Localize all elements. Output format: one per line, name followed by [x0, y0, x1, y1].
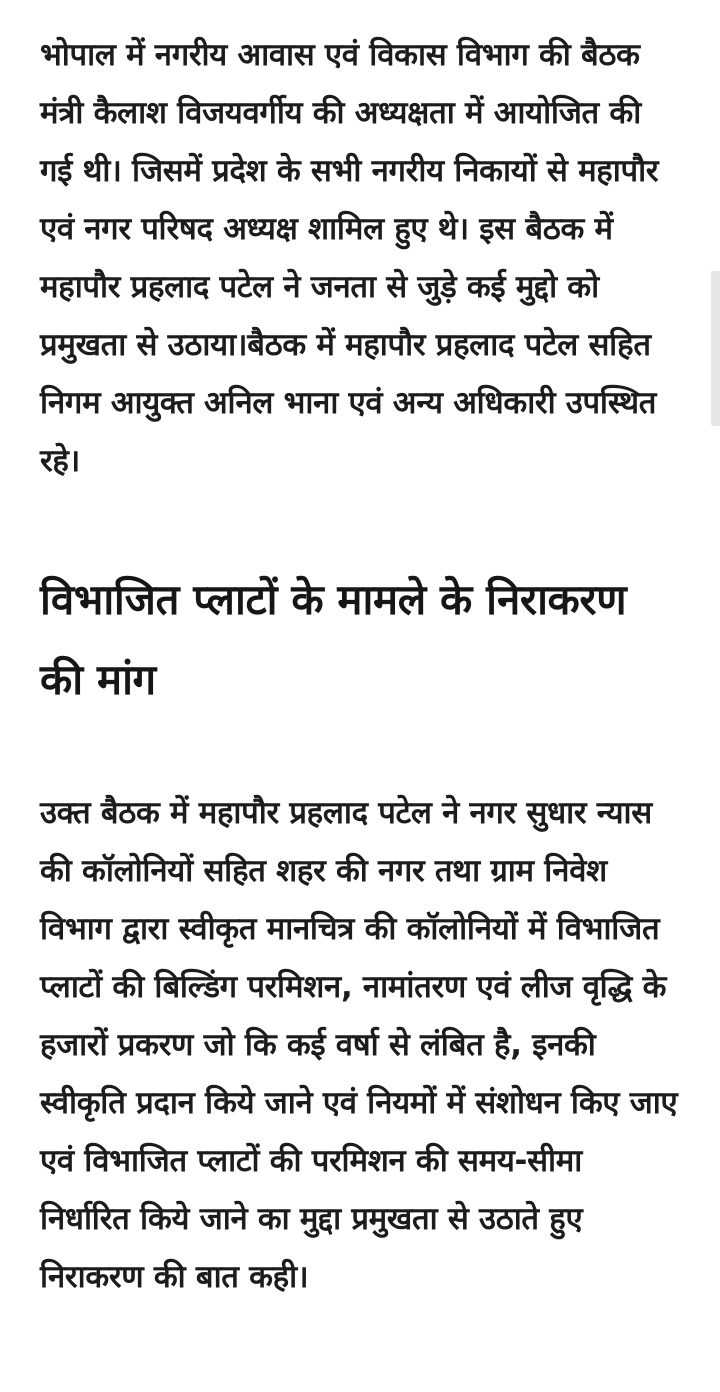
scrollbar-thumb[interactable]: [711, 271, 720, 426]
article-body: [40, 0, 680, 1306]
article-subheading: विभाजित प्लाटों के मामले के निराकरण की मांग: [40, 575, 627, 704]
article-paragraph-plots: उक्त बैठक में महापौर प्रहलाद पटेल ने नगर सुधार न्यास की कॉलोनियों सहित शहर की नगर तथा ग्राम निवेश विभाग द्वारा स्वीकृत मानचित्र की कॉलोनियों में विभाजित प्लाटों की बिल्डिंग परमिशन, नामांतरण एवं लीज वृद्धि के हजारों प्रकरण जो कि कई वर्षा से लंबित है, इनकी स्वीकृति प्रदान किये जाने एवं नियमों में संशोधन किए जाए एवं विभाजित प्लाटों की परमिशन की समय-सीमा निर्धारित किये जाने का मुद्दा प्रमुखता से उठाते हुए निराकरण की बात कही।: [40, 795, 678, 1295]
article-paragraph-intro: भोपाल में नगरीय आवास एवं विकास विभाग की बैठक मंत्री कैलाश विजयवर्गीय की अध्यक्षता में आयोजित की गई थी। जिसमें प्रदेश के सभी नगरीय निकायों से महापौर एवं नगर परिषद अध्यक्ष शामिल हुए थे। इस बैठक में महापौर प्रहलाद पटेल ने जनता से जुड़े कई मुद्दो को प्रमुखता से उठाया।बैठक में महापौर प्रहलाद पटेल सहित निगम आयुक्त अनिल भाना एवं अन्य अधिकारी उपस्थित रहे।: [40, 37, 659, 479]
